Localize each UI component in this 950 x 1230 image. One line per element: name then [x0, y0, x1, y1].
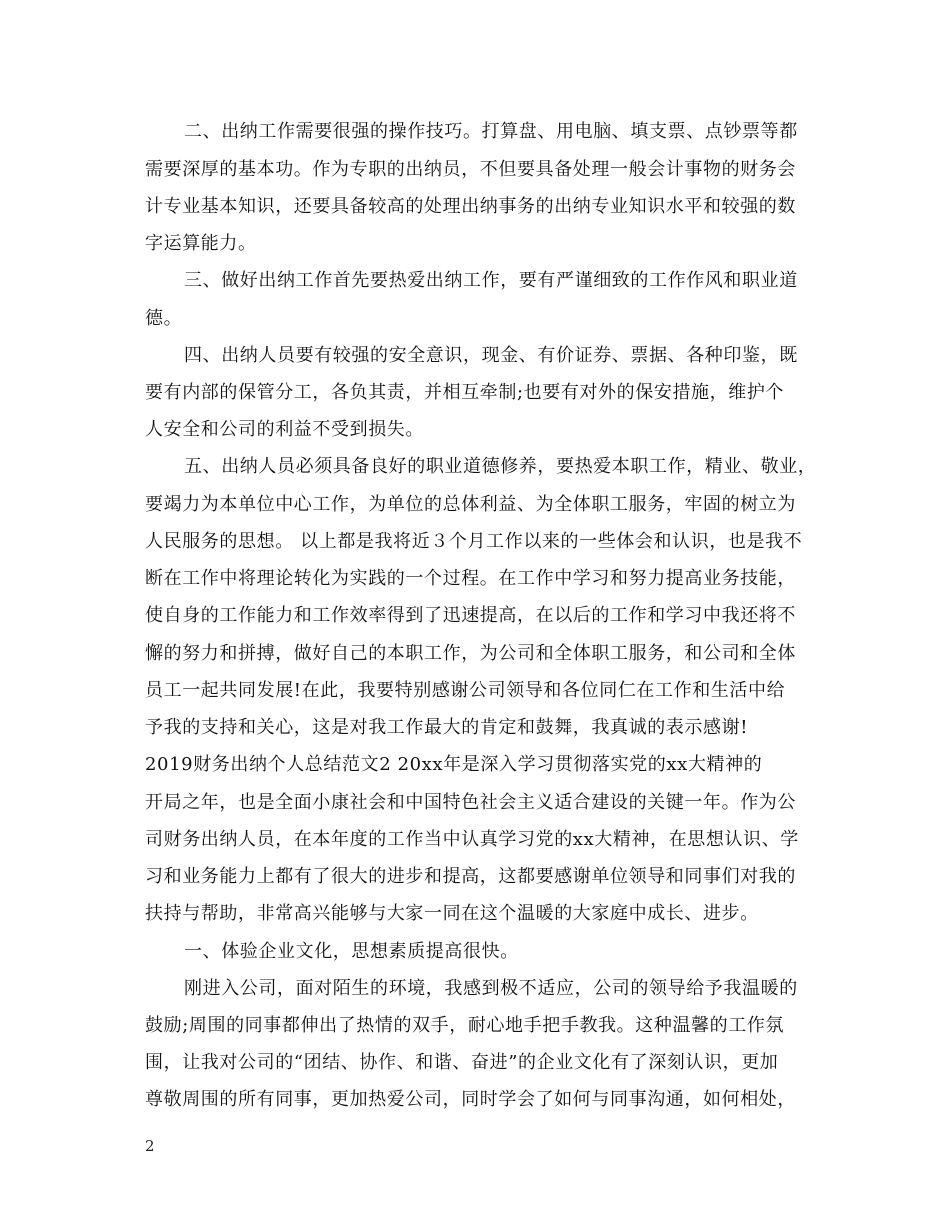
text-line: 四、出纳人员要有较强的安全意识，现金、有价证券、票据、各种印鉴，既	[184, 345, 798, 366]
text-line: 习和业务能力上都有了很大的进步和提高，这都要感谢单位领导和同事们对我的	[145, 866, 796, 887]
text-line: 2019财务出纳个人总结范文2 20xx年是深入学习贯彻落实党的xx大精神的	[145, 754, 763, 775]
text-line: 字运算能力。	[145, 233, 257, 254]
page-number: 2	[145, 1137, 155, 1155]
text-line: 德。	[145, 308, 183, 329]
text-line: 三、做好出纳工作首先要热爱出纳工作，要有严谨细致的工作作风和职业道	[184, 270, 798, 291]
text-line: 一、体验企业文化，思想素质提高很快。	[184, 941, 519, 962]
text-line: 计专业基本知识，还要具备较高的处理出纳事务的出纳专业知识水平和较强的数	[145, 196, 796, 217]
text-line: 予我的支持和关心，这是对我工作最大的肯定和鼓舞，我真诚的表示感谢!	[145, 717, 749, 738]
text-line: 使自身的工作能力和工作效率得到了迅速提高，在以后的工作和学习中我还将不	[145, 605, 796, 626]
text-line: 要有内部的保管分工，各负其责，并相互牵制;也要有对外的保安措施，维护个	[145, 382, 785, 403]
text-line: 围，让我对公司的“团结、协作、和谐、奋进”的企业文化有了深刻认识，更加	[145, 1052, 779, 1073]
text-line: 扶持与帮助，非常高兴能够与大家一同在这个温暖的大家庭中成长、进步。	[145, 903, 759, 924]
text-line: 开局之年，也是全面小康社会和中国特色社会主义适合建设的关键一年。作为公	[145, 792, 796, 813]
text-line: 要竭力为本单位中心工作，为单位的总体利益、为全体职工服务，牢固的树立为	[145, 494, 796, 515]
text-line: 断在工作中将理论转化为实践的一个过程。在工作中学习和努力提高业务技能，	[145, 568, 796, 589]
text-line: 尊敬周围的所有同事，更加热爱公司，同时学会了如何与同事沟通，如何相处，	[145, 1089, 796, 1110]
text-line: 懈的努力和拼搏，做好自己的本职工作，为公司和全体职工服务，和公司和全体	[145, 643, 796, 664]
text-line: 刚进入公司，面对陌生的环境，我感到极不适应，公司的领导给予我温暖的	[184, 978, 798, 999]
text-line: 员工一起共同发展!在此，我要特别感谢公司领导和各位同仁在工作和生活中给	[145, 680, 786, 701]
text-line: 人民服务的思想。 以上都是我将近３个月工作以来的一些体会和认识，也是我不	[145, 531, 803, 552]
text-line: 司财务出纳人员，在本年度的工作当中认真学习党的xx大精神，在思想认识、学	[145, 829, 799, 850]
text-line: 鼓励;周围的同事都伸出了热情的双手，耐心地手把手教我。这种温馨的工作氛	[145, 1015, 785, 1036]
text-line: 人安全和公司的利益不受到损失。	[145, 419, 424, 440]
text-line: 需要深厚的基本功。作为专职的出纳员，不但要具备处理一般会计事物的财务会	[145, 159, 796, 180]
text-line: 五、出纳人员必须具备良好的职业道德修养，要热爱本职工作，精业、敬业，	[184, 456, 817, 477]
text-line: 二、出纳工作需要很强的操作技巧。打算盘、用电脑、填支票、点钞票等都	[184, 121, 798, 142]
